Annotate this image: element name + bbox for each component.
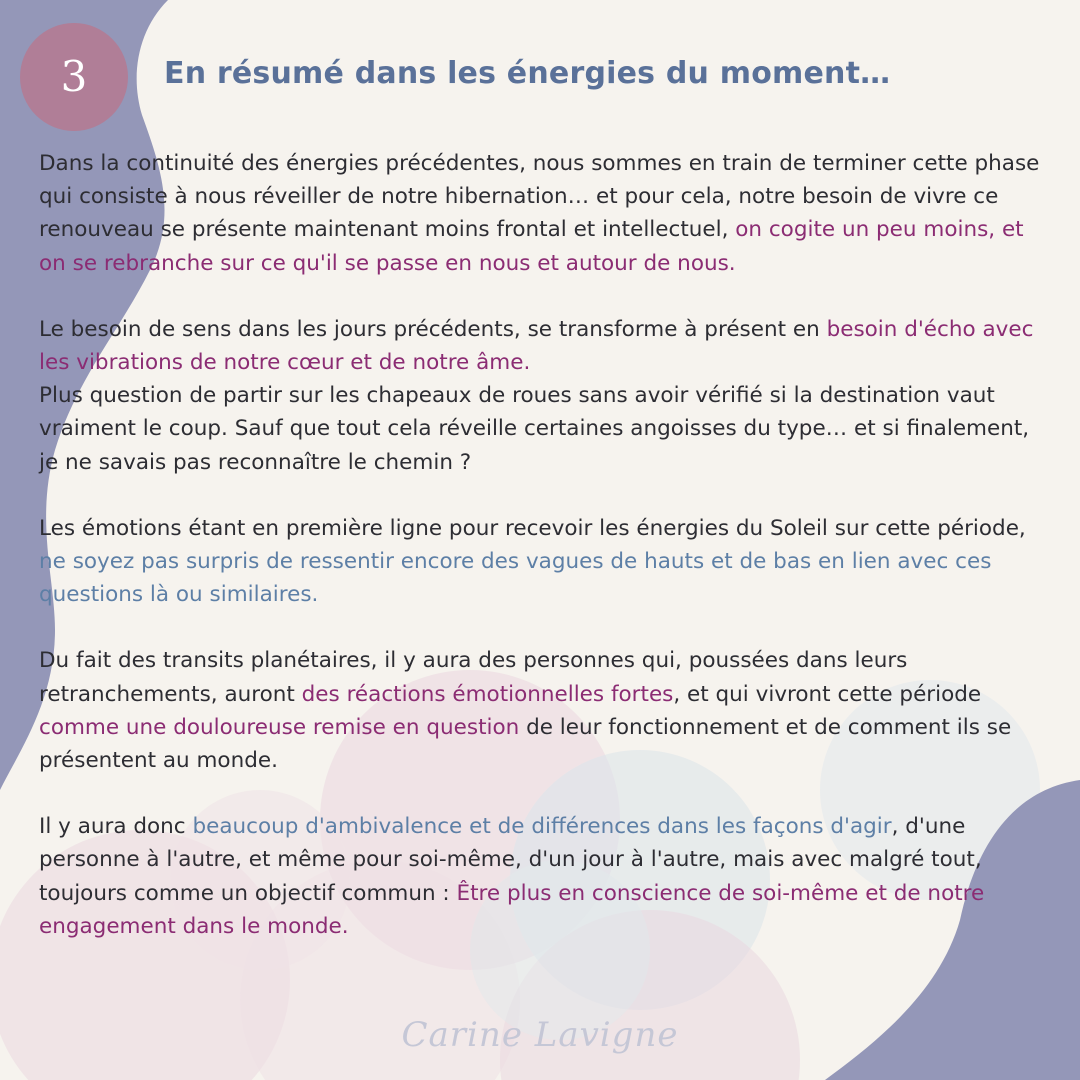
paragraph-3 [39, 379, 1049, 479]
step-number-badge [20, 23, 128, 131]
highlight-purple: comme une douloureuse remise en question [39, 714, 520, 740]
text-segment: Il y aura donc [39, 814, 193, 840]
text-segment: Le besoin de sens dans les jours précédents, se transforme à présent en [39, 316, 827, 342]
text-segment: Plus question de partir sur les chapeaux de roues sans avoir vérifié si la destination vaut vraiment le coup. Sauf que tout cela réveille certaines angoisses du type… et si finalement, je ne savais pas reconnaître le chemin ? [39, 383, 1030, 475]
text-segment: , et qui vivront cette période [673, 681, 982, 707]
highlight-blue: beaucoup d'ambivalence et de différences dans les façons d'agir [192, 814, 892, 840]
step-number: 3 [60, 52, 88, 101]
page-title: En résumé dans les énergies du moment… [164, 56, 891, 91]
text-segment: , d'une personne à l'autre, et même pour soi-même, d'un jour à l'autre, mais avec malgré tout, toujours comme un objectif commun : [39, 814, 982, 906]
text-segment: de leur fonctionnement et de comment ils se présentent au monde. [39, 714, 1012, 774]
highlight-purple: Être plus en conscience de soi-même et de notre engagement dans le monde. [39, 880, 985, 939]
paragraph-4 [39, 512, 1049, 612]
text-segment: Les émotions étant en première ligne pour recevoir les énergies du Soleil sur cette période, [39, 515, 1026, 541]
highlight-purple: des réactions émotionnelles fortes [301, 681, 674, 707]
highlight-blue: ne soyez pas surpris de ressentir encore des vagues de hauts et de bas en lien avec ces questions là ou similaires. [39, 549, 992, 608]
text-segment: Dans la continuité des énergies précédentes, nous sommes en train de terminer cette phase qui consiste à nous réveiller de notre hibernation… et pour cela, notre besoin de vivre ce renouveau se présente maintenant moins frontal et intellectuel, [39, 151, 1040, 243]
paragraph-1 [39, 147, 1049, 280]
paragraph-2 [39, 313, 1049, 379]
highlight-purple: besoin d'écho avec les vibrations de notre cœur et de notre âme. [39, 316, 1034, 376]
article-body [39, 147, 1049, 976]
highlight-purple: on cogite un peu moins, et on se rebranche sur ce qu'il se passe en nous et autour de nous. [39, 217, 1024, 276]
text-segment: Du fait des transits planétaires, il y aura des personnes qui, poussées dans leurs retranchements, auront [39, 648, 908, 707]
author-signature: Carine Lavigne [401, 1015, 679, 1055]
paragraph-6 [39, 810, 1049, 943]
paragraph-5 [39, 644, 1049, 777]
